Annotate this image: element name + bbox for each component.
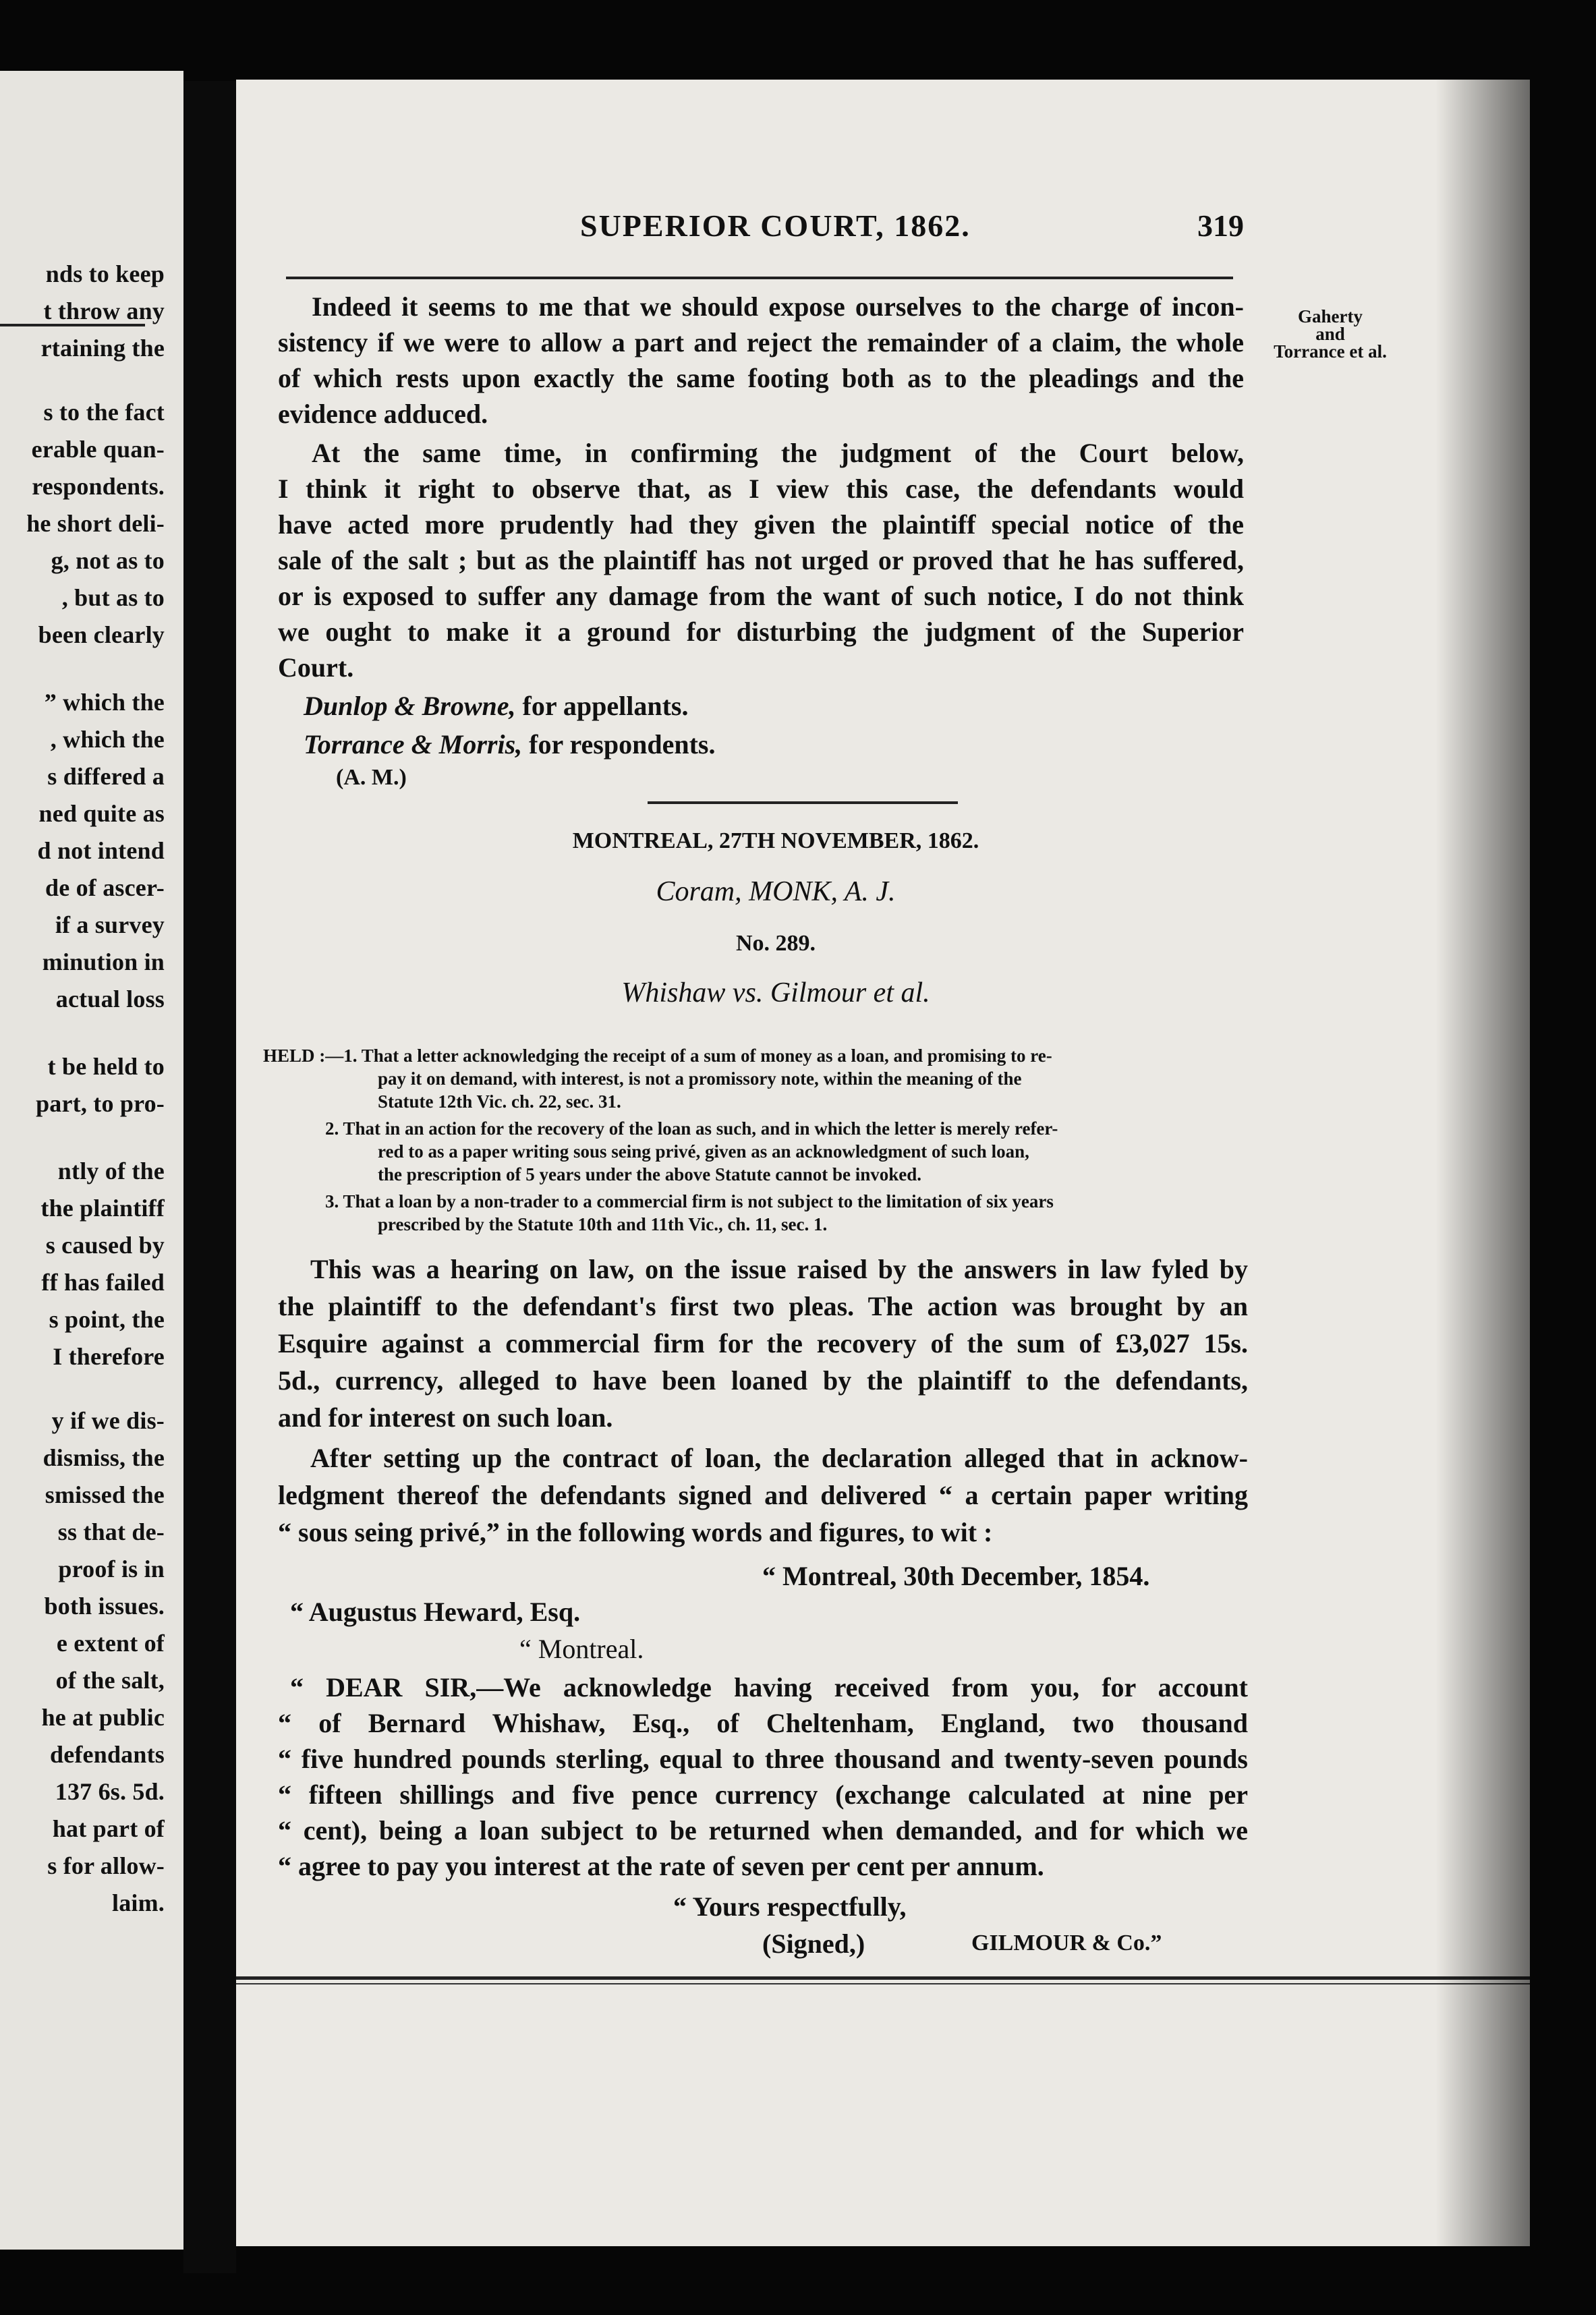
left-page-line: t throw any	[43, 297, 165, 324]
left-page-line: d not intend	[37, 837, 165, 864]
book-page	[236, 80, 1530, 2246]
para2-line: At the same time, in confirming the judgment of the Court below,	[312, 438, 1244, 468]
left-page-line: s for allow-	[47, 1852, 165, 1879]
section-rule	[648, 801, 958, 804]
held-line: Statute 12th Vic. ch. 22, sec. 31.	[378, 1091, 621, 1112]
held-line: 3. That a loan by a non-trader to a commercial firm is not subject to the limitation of six years	[325, 1191, 1054, 1211]
side-note	[1256, 308, 1404, 360]
left-page-line: I therefore	[53, 1343, 165, 1370]
left-page-line: actual loss	[55, 985, 165, 1012]
para3-line: and for interest on such loan.	[278, 1402, 613, 1433]
para2-line: Court.	[278, 652, 354, 683]
para4-line: After setting up the contract of loan, the declaration alleged that in acknow-	[310, 1443, 1248, 1473]
left-page-line: part, to pro-	[36, 1090, 165, 1117]
para2-line: sale of the salt ; but as the plaintiff has not urged or proved that he has suffered,	[278, 545, 1244, 575]
letter-addressee: “ Augustus Heward, Esq.	[290, 1597, 581, 1627]
counsel-respondents	[304, 728, 715, 760]
case-title: Whishaw vs. Gilmour et al.	[621, 977, 930, 1008]
counsel-appellants	[304, 690, 689, 722]
side-note-line: Gaherty	[1298, 306, 1363, 326]
held-line: prescribed by the Statute 10th and 11th Vic., ch. 11, sec. 1.	[378, 1214, 828, 1234]
left-page-line: both issues.	[44, 1593, 165, 1620]
counsel-respondents-name: Torrance & Morris,	[304, 729, 523, 760]
para3-line: the plaintiff to the defendant's first two pleas. The action was brought by an	[278, 1291, 1248, 1321]
counsel-respondents-role: for respondents.	[529, 729, 716, 760]
case-place-date: MONTREAL, 27TH NOVEMBER, 1862.	[572, 828, 979, 853]
para3-line: Esquire against a commercial firm for the recovery of the sum of £3,027 15s.	[278, 1328, 1248, 1359]
letter-body-line: “ fifteen shillings and five pence currency (exchange calculated at nine per	[278, 1779, 1248, 1810]
left-page-line: he at public	[41, 1704, 165, 1731]
para2-line: or is exposed to suffer any damage from the want of such notice, I do not think	[278, 581, 1244, 611]
left-page-line: s to the fact	[43, 399, 165, 426]
para4-line: “ sous seing privé,” in the following words and figures, to wit :	[278, 1517, 993, 1547]
para1-line: of which rests upon exactly the same footing both as to the pleadings and the	[278, 363, 1244, 393]
left-page-line: proof is in	[58, 1555, 165, 1582]
left-page-line: t be held to	[47, 1053, 165, 1080]
left-page-line: laim.	[112, 1889, 165, 1916]
left-page-line: ss that de-	[57, 1518, 165, 1545]
para1-line: Indeed it seems to me that we should expose ourselves to the charge of incon-	[312, 291, 1244, 322]
letter-address: “ Montreal.	[519, 1634, 644, 1664]
side-note-line: and	[1315, 324, 1345, 344]
left-page-line: been clearly	[38, 621, 165, 648]
counsel-appellants-name: Dunlop & Browne,	[304, 691, 516, 721]
book-gutter	[183, 81, 236, 2273]
letter-signed: (Signed,)	[762, 1928, 865, 1959]
held-line: pay it on demand, with interest, is not a promissory note, within the meaning of the	[378, 1068, 1022, 1089]
letter-body-line: “ five hundred pounds sterling, equal to three thousand and twenty-seven pounds	[278, 1744, 1248, 1774]
para2-line: have acted more prudently had they given the plaintiff special notice of the	[278, 509, 1244, 540]
left-page-line: ntly of the	[57, 1158, 165, 1184]
para2-line: I think it right to observe that, as I view this case, the defendants would	[278, 474, 1244, 504]
side-note-line: Torrance et al.	[1274, 341, 1387, 362]
letter-signature: GILMOUR & Co.”	[971, 1931, 1162, 1955]
letter-body-line: “ DEAR SIR,—We acknowledge having received from you, for account	[290, 1672, 1248, 1703]
left-page-fragment	[0, 71, 183, 2250]
held-line: the prescription of 5 years under the above Statute cannot be invoked.	[378, 1164, 922, 1184]
header-rule	[286, 277, 1233, 279]
letter-body-line: “ cent), being a loan subject to be returned when demanded, and for which we	[278, 1815, 1248, 1846]
letter-body-line: “ agree to pay you interest at the rate of seven per cent per annum.	[278, 1851, 1044, 1881]
left-page-line: ned quite as	[38, 800, 165, 827]
para3-line: 5d., currency, alleged to have been loaned by the plaintiff to the defendants,	[278, 1365, 1248, 1396]
case-number: No. 289.	[735, 931, 816, 956]
page-number: 319	[1197, 208, 1244, 243]
left-page-line: , but as to	[61, 584, 165, 611]
left-page-line: , which the	[50, 726, 165, 753]
para1-line: sistency if we were to allow a part and reject the remainder of a claim, the whole	[278, 327, 1244, 358]
held-line: 2. That in an action for the recovery of the loan as such, and in which the letter is merely refer-	[325, 1118, 1058, 1139]
left-page-line: he short deli-	[26, 510, 165, 537]
left-page-line: nds to keep	[45, 260, 165, 287]
held-line: HELD :—1. That a letter acknowledging the receipt of a sum of money as a loan, and promising to re-	[263, 1046, 1052, 1066]
left-page-line: the plaintiff	[40, 1195, 165, 1222]
left-page-line: s point, the	[49, 1306, 165, 1333]
left-page-line: of the salt,	[55, 1667, 165, 1694]
bottom-rule	[236, 1976, 1530, 1980]
left-page-line: if a survey	[55, 911, 165, 938]
counsel-appellants-role: for appellants.	[522, 691, 689, 721]
para4-line: ledgment thereof the defendants signed and delivered “ a certain paper writing	[278, 1480, 1248, 1510]
left-page-line: s caused by	[45, 1232, 165, 1259]
left-page-line: dismiss, the	[42, 1444, 165, 1471]
para1-line: evidence adduced.	[278, 399, 488, 429]
left-page-line: 137 6s. 5d.	[55, 1778, 165, 1805]
held-line: red to as a paper writing sous seing privé, given as an acknowledgment of such loan,	[378, 1141, 1029, 1162]
case-coram: Coram, MONK, A. J.	[656, 876, 896, 907]
left-page-line: de of ascer-	[45, 874, 165, 901]
left-page-line: erable quan-	[31, 436, 165, 463]
para3-line: This was a hearing on law, on the issue raised by the answers in law fyled by	[310, 1254, 1248, 1284]
left-page-line: g, not as to	[51, 547, 165, 574]
left-page-line: minution in	[42, 948, 165, 975]
left-page-line: respondents.	[32, 473, 165, 500]
left-page-line: smissed the	[45, 1481, 165, 1508]
left-page-line: e extent of	[56, 1630, 165, 1657]
running-title: SUPERIOR COURT, 1862.	[580, 208, 971, 243]
letter-closing: “ Yours respectfully,	[673, 1891, 907, 1922]
left-page-line: hat part of	[52, 1815, 165, 1842]
left-page-line: ” which the	[44, 689, 165, 716]
letter-body-line: “ of Bernard Whishaw, Esq., of Cheltenham, England, two thousand	[278, 1708, 1248, 1738]
left-page-line: defendants	[49, 1741, 165, 1768]
left-page-line: y if we dis-	[51, 1407, 165, 1434]
bottom-rule-thin	[236, 1983, 1530, 1984]
left-page-line: ff has failed	[41, 1269, 165, 1296]
left-page-line: rtaining the	[40, 335, 165, 362]
letter-dateline: “ Montreal, 30th December, 1854.	[762, 1561, 1150, 1591]
para2-line: we ought to make it a ground for disturbing the judgment of the Superior	[278, 617, 1244, 647]
reporter-initials: (A. M.)	[336, 765, 407, 790]
left-page-line: s differed a	[47, 763, 165, 790]
